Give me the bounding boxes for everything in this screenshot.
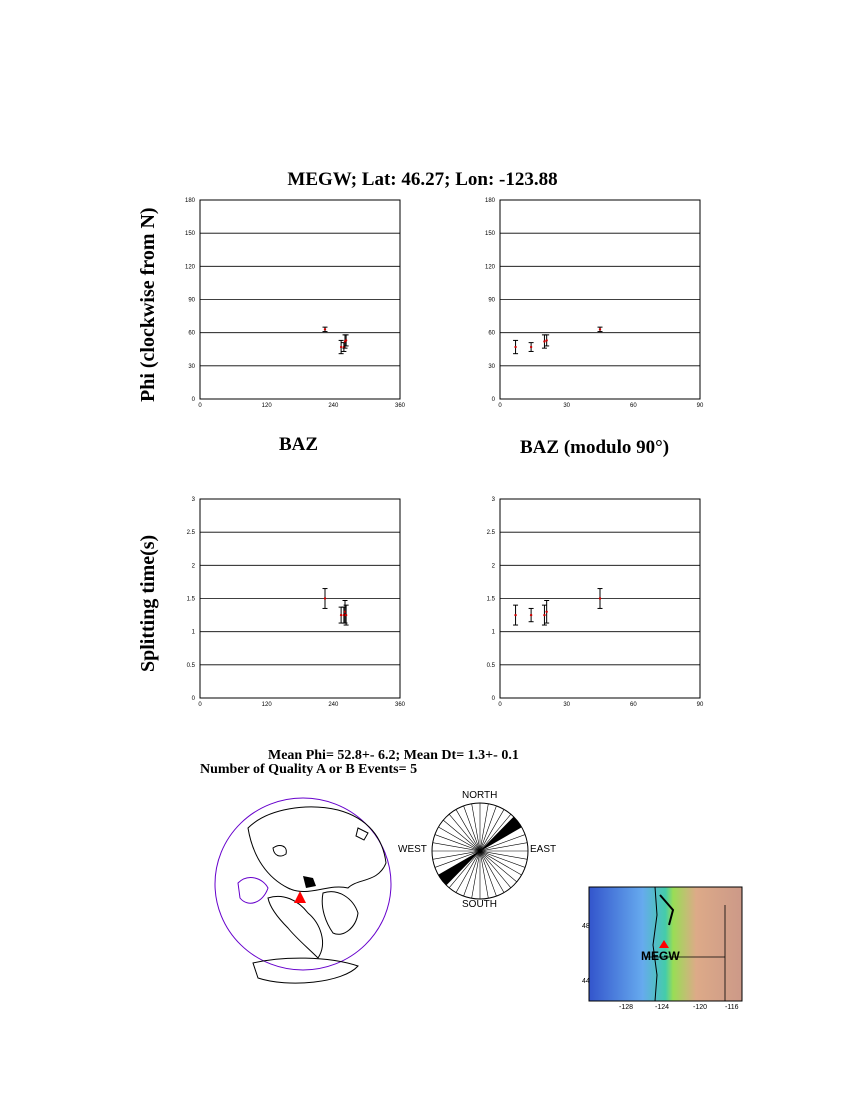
data-point: [598, 327, 603, 331]
y-tick-label: 60: [188, 330, 195, 337]
x-tick-label: 0: [498, 702, 502, 708]
y-tick-label: 2: [491, 563, 495, 570]
y-tick-label: 150: [184, 231, 195, 238]
y-tick-label: 1.5: [186, 596, 195, 603]
y-tick-label: 1: [491, 629, 495, 636]
data-point: [529, 343, 534, 352]
baz-axis-label: BAZ: [279, 434, 319, 455]
x-tick-label: 90: [696, 403, 704, 409]
y-tick-label: 120: [184, 264, 195, 271]
phi-vs-baz-chart: [185, 192, 415, 407]
y-tick-label: 30: [188, 363, 195, 370]
x-tick-label: 240: [328, 702, 339, 708]
y-tick-label: 2: [191, 563, 195, 570]
x-tick-label: 120: [261, 702, 272, 708]
y-tick-label: 180: [484, 198, 495, 204]
inset-lon-tick: -124: [655, 1004, 670, 1011]
y-tick-label: 0: [191, 696, 195, 702]
summary-events-line: Number of Quality A or B Events= 5: [200, 762, 418, 777]
inset-lon-tick: -120: [693, 1004, 708, 1011]
inset-lon-tick: -128: [619, 1004, 634, 1011]
y-tick-label: 1.5: [486, 596, 495, 603]
baz-mod90-axis-label: BAZ (modulo 90°): [520, 437, 670, 458]
x-tick-label: 360: [394, 403, 406, 409]
summary-mean-line: Mean Phi= 52.8+- 6.2; Mean Dt= 1.3+- 0.1: [268, 748, 519, 763]
phi-vs-baz-mod90-chart: [485, 192, 715, 407]
rose-south-label: SOUTH: [462, 899, 497, 910]
y-tick-label: 0: [491, 696, 495, 702]
x-tick-label: 30: [563, 403, 571, 409]
y-tick-label: 2.5: [186, 530, 195, 537]
inset-station-label: MEGW: [641, 949, 680, 963]
page-title: MEGW; Lat: 46.27; Lon: -123.88: [287, 169, 558, 190]
x-tick-label: 0: [498, 403, 502, 409]
station-marker-icon: [294, 891, 306, 903]
dt-vs-baz-mod90-chart: [485, 491, 715, 706]
y-tick-label: 30: [488, 363, 495, 370]
data-point: [323, 327, 328, 331]
dt-axis-label: Splitting time(s): [137, 534, 159, 672]
rose-west-label: WEST: [398, 844, 427, 855]
x-tick-label: 30: [563, 702, 571, 708]
inset-lat-tick: 48: [582, 923, 590, 930]
x-tick-label: 120: [261, 403, 272, 409]
regional-inset-map: [582, 885, 750, 1011]
y-tick-label: 120: [484, 264, 495, 271]
y-tick-label: 0: [491, 397, 495, 403]
inset-lat-tick: 44: [582, 978, 590, 985]
y-tick-label: 0: [191, 397, 195, 403]
globe-map: [208, 788, 398, 993]
x-tick-label: 360: [394, 702, 406, 708]
x-tick-label: 0: [198, 403, 202, 409]
x-tick-label: 90: [696, 702, 704, 708]
dt-vs-baz-chart: [185, 491, 415, 706]
data-point: [343, 600, 348, 623]
data-point: [513, 605, 518, 625]
data-point: [513, 340, 518, 353]
y-tick-label: 60: [488, 330, 495, 337]
y-tick-label: 0.5: [486, 662, 495, 669]
y-tick-label: 0.5: [186, 662, 195, 669]
phi-axis-label: Phi (clockwise from N): [137, 207, 159, 402]
fast-axis-rose-diagram: [429, 800, 531, 902]
y-tick-label: 3: [191, 497, 195, 503]
x-tick-label: 60: [629, 702, 637, 708]
y-tick-label: 90: [488, 297, 495, 304]
y-tick-label: 2.5: [486, 530, 495, 537]
inset-lon-tick: -116: [725, 1004, 739, 1011]
y-tick-label: 1: [191, 629, 195, 636]
y-tick-label: 180: [184, 198, 195, 204]
data-point: [529, 608, 534, 621]
x-tick-label: 0: [198, 702, 202, 708]
y-tick-label: 150: [484, 231, 495, 238]
rose-east-label: EAST: [530, 844, 557, 855]
y-tick-label: 3: [491, 497, 495, 503]
x-tick-label: 60: [629, 403, 637, 409]
rose-north-label: NORTH: [462, 790, 498, 801]
x-tick-label: 240: [328, 403, 339, 409]
y-tick-label: 90: [188, 297, 195, 304]
